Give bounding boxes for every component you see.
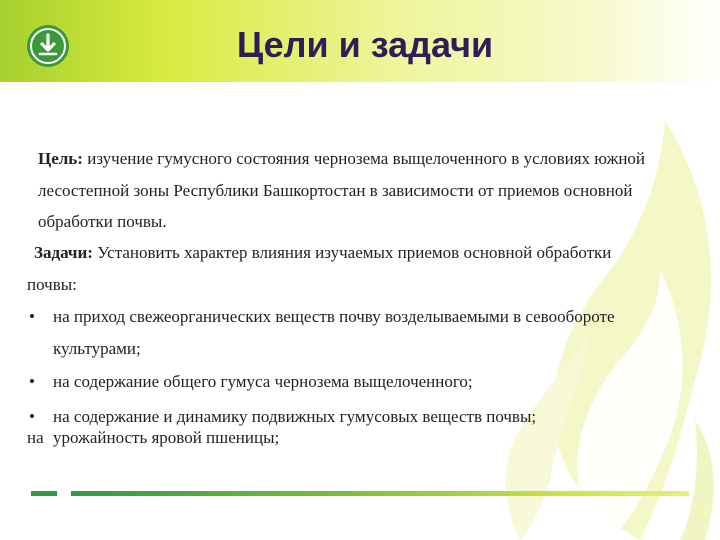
task-item-4: урожайность яровой пшеницы; [53,428,280,447]
footer-bar-right [71,491,689,496]
page-title: Цели и задачи [236,24,494,65]
bullet-icon: • [29,307,35,326]
task-item-2: на содержание общего гумуса чернозема выщелоченного; [53,372,473,391]
goal-text-1: изучение гумусного состояния чернозема выщелоченного в условиях южной [82,149,646,168]
task-item-3: на содержание и динамику подвижных гумусовых веществ почвы; [53,407,537,426]
tasks-text-1: Установить характер влияния изучаемых приемов основной обработки [92,243,612,262]
task-item-1-line-2: культурами; [53,339,141,358]
tasks-label: Задачи: [34,243,93,262]
task-item-4-prefix: на [27,428,44,447]
footer-bar-left [31,491,57,496]
goal-line-1 [38,149,645,169]
task-item-1-line-1: на приход свежеорганических веществ почву возделываемыми в севообороте [53,307,615,326]
bullet-icon: • [29,372,35,391]
bullet-icon: • [29,407,35,426]
goal-line-3: обработки почвы. [38,212,167,231]
tasks-line-2: почвы: [27,275,77,294]
goal-label: Цель: [38,149,83,168]
goal-line-2: лесостепной зоны Республики Башкортостан в зависимости от приемов основной [38,181,633,200]
tasks-line-1 [34,243,611,263]
